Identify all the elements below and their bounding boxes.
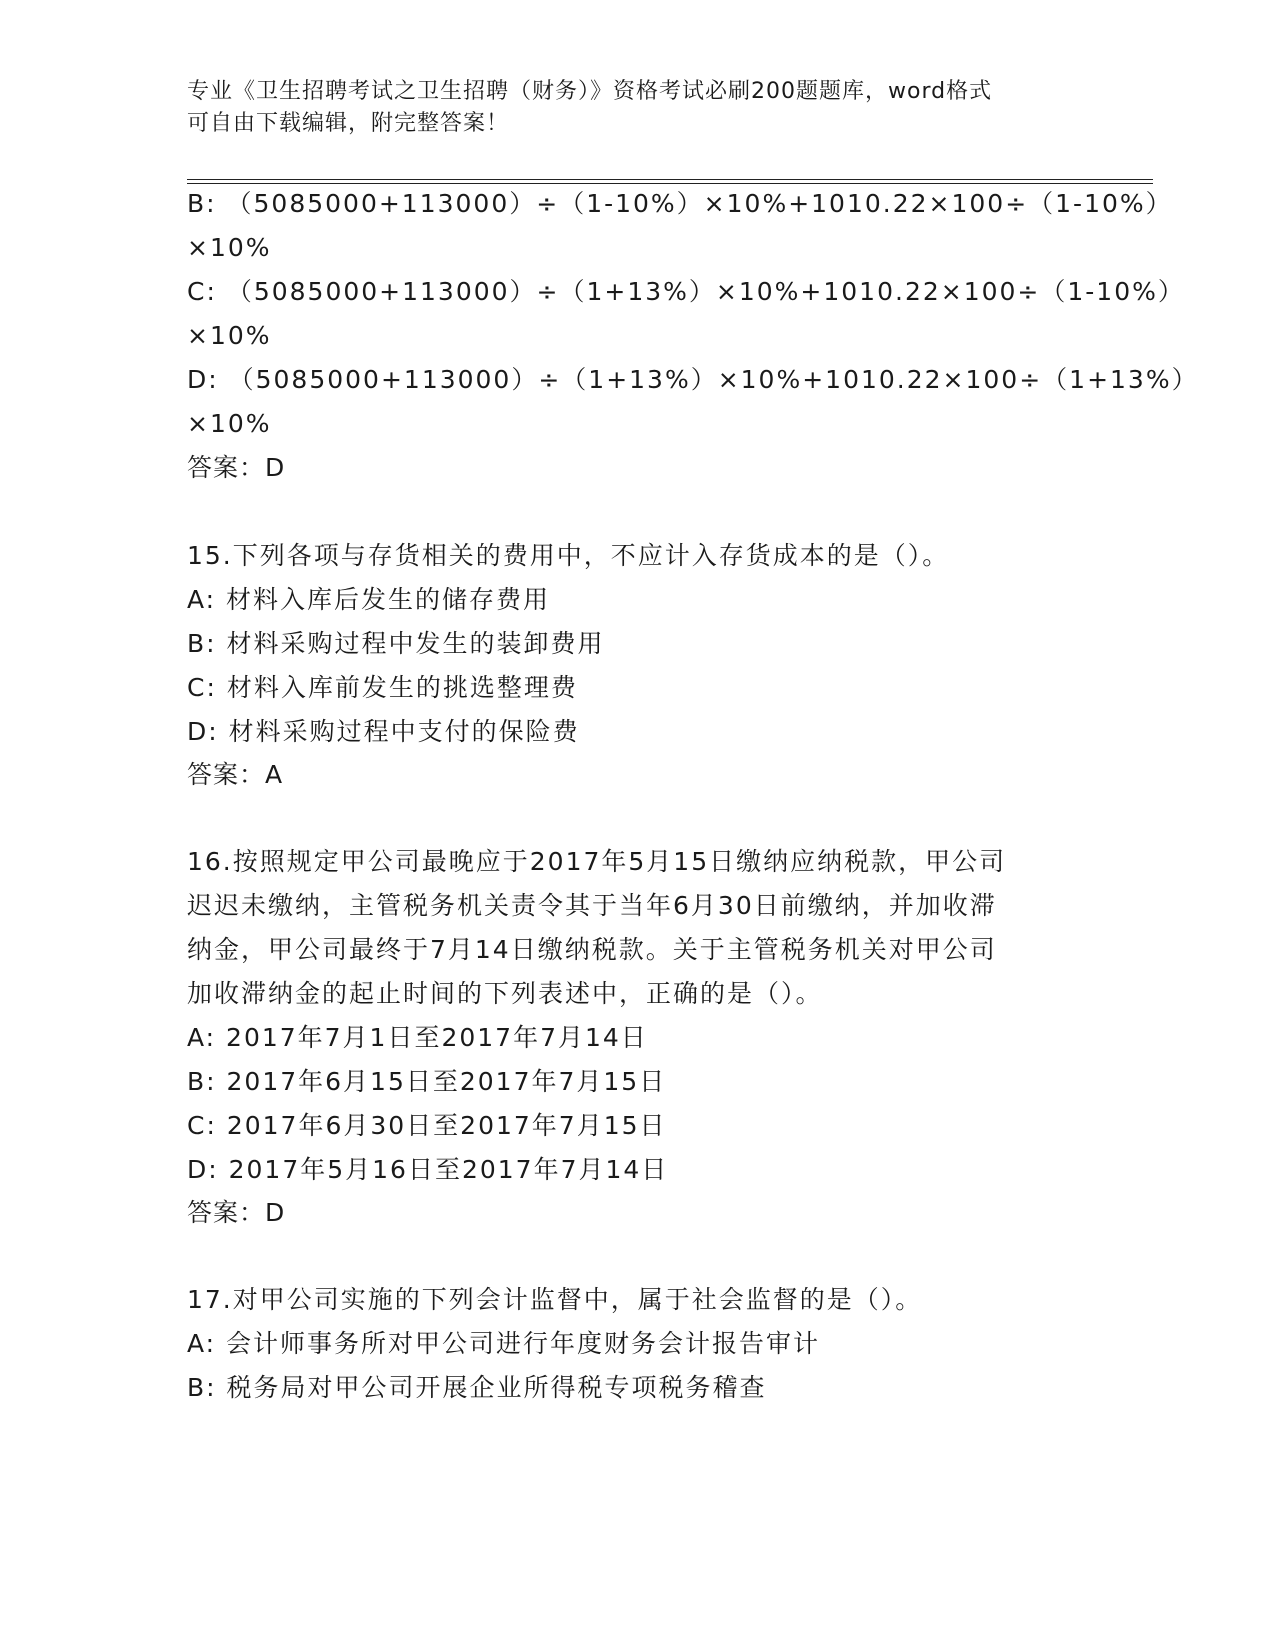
- q14-option-b-line-1: B: （5085000+113000）÷（1-10%）×10%+1010.22×100÷（1-10%）: [187, 189, 1173, 218]
- q16-stem-line-4: 加收滞纳金的起止时间的下列表述中，正确的是（）。: [187, 979, 823, 1008]
- q16-option-a: A: 2017年7月1日至2017年7月14日: [187, 1023, 648, 1052]
- q16-stem-line-1: 16.按照规定甲公司最晚应于2017年5月15日缴纳应纳税款，甲公司: [187, 847, 1007, 876]
- q14-option-d-line-1: D: （5085000+113000）÷（1+13%）×10%+1010.22×100÷（1+13%）: [187, 365, 1199, 394]
- q16-option-c: C: 2017年6月30日至2017年7月15日: [187, 1111, 667, 1140]
- header-divider-top: [187, 179, 1153, 180]
- q16-answer: 答案：D: [187, 1198, 286, 1227]
- q15-option-b: B: 材料采购过程中发生的装卸费用: [187, 629, 605, 658]
- q15-option-c: C: 材料入库前发生的挑选整理费: [187, 673, 578, 702]
- q15-stem: 15.下列各项与存货相关的费用中，不应计入存货成本的是（）。: [187, 541, 950, 570]
- header-divider-bottom: [187, 183, 1153, 184]
- header-line-2: 可自由下载编辑，附完整答案！: [187, 111, 510, 136]
- q15-option-a: A: 材料入库后发生的储存费用: [187, 585, 551, 614]
- q16-stem-line-3: 纳金，甲公司最终于7月14日缴纳税款。关于主管税务机关对甲公司: [187, 935, 997, 964]
- q17-stem: 17.对甲公司实施的下列会计监督中，属于社会监督的是（）。: [187, 1285, 923, 1314]
- document-header: [187, 76, 1067, 140]
- q16-option-d: D: 2017年5月16日至2017年7月14日: [187, 1155, 669, 1184]
- q17-option-a: A: 会计师事务所对甲公司进行年度财务会计报告审计: [187, 1329, 821, 1358]
- q14-answer: 答案：D: [187, 453, 286, 482]
- header-line-1: 专业《卫生招聘考试之卫生招聘（财务）》资格考试必刷200题题库，word格式: [187, 79, 993, 104]
- q14-option-c-line-1: C: （5085000+113000）÷（1+13%）×10%+1010.22×100÷（1-10%）: [187, 277, 1185, 306]
- q17-option-b: B: 税务局对甲公司开展企业所得税专项税务稽查: [187, 1373, 767, 1402]
- q16-stem-line-2: 迟迟未缴纳，主管税务机关责令其于当年6月30日前缴纳，并加收滞: [187, 891, 997, 920]
- q15-answer: 答案：A: [187, 760, 284, 789]
- q15-option-d: D: 材料采购过程中支付的保险费: [187, 717, 580, 746]
- q16-option-b: B: 2017年6月15日至2017年7月15日: [187, 1067, 667, 1096]
- q14-option-b-line-2: ×10%: [187, 233, 272, 262]
- q14-option-d-line-2: ×10%: [187, 409, 272, 438]
- q14-option-c-line-2: ×10%: [187, 321, 272, 350]
